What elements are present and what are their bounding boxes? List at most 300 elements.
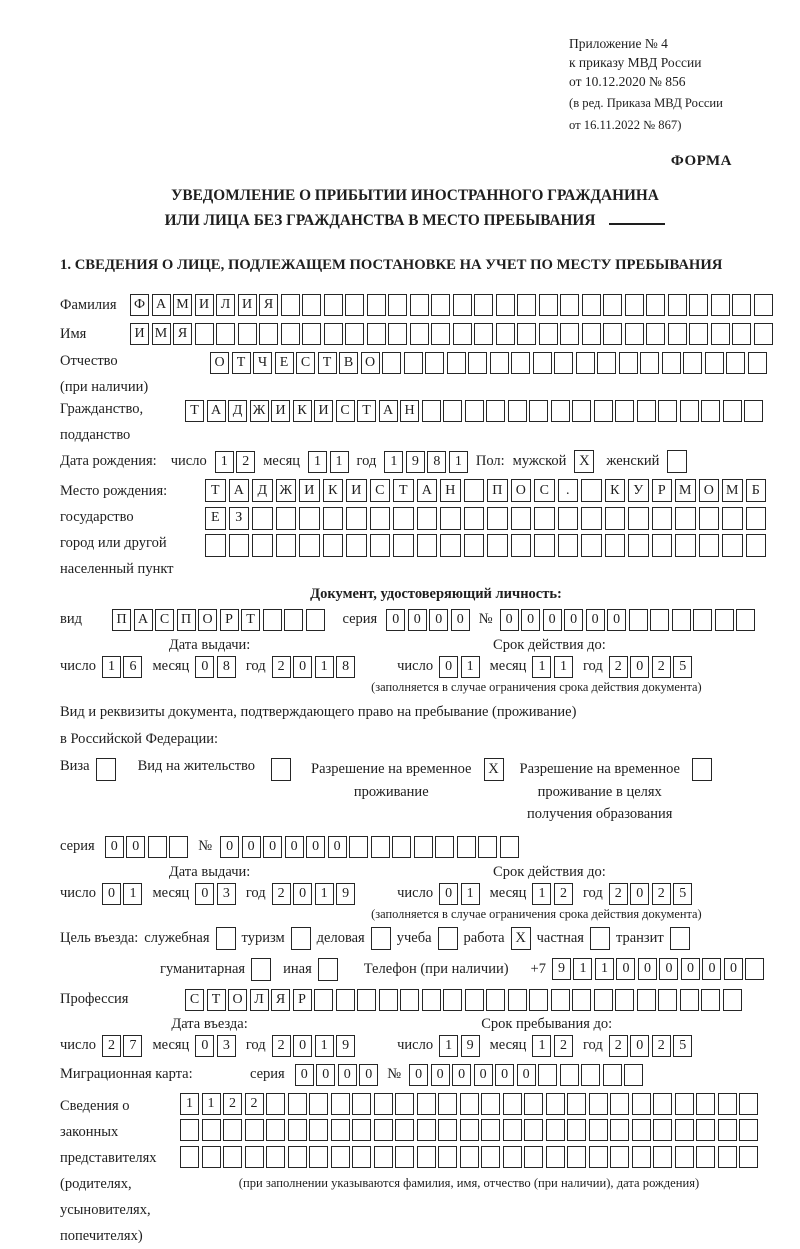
char-cell[interactable]: 0 [630, 883, 649, 905]
char-cell[interactable] [696, 1119, 715, 1141]
char-cell[interactable] [478, 836, 497, 858]
char-cell[interactable]: 1 [554, 656, 573, 678]
visa-checkbox[interactable] [96, 758, 116, 781]
char-cell[interactable]: 1 [102, 656, 121, 678]
char-cell[interactable]: 2 [236, 451, 255, 473]
sex-male-checkbox[interactable]: X [574, 450, 594, 473]
char-cell[interactable] [299, 534, 320, 557]
char-cell[interactable]: 0 [316, 1064, 335, 1086]
char-cell[interactable] [718, 1146, 737, 1168]
char-cell[interactable] [238, 323, 257, 345]
char-cell[interactable] [438, 1146, 457, 1168]
char-cell[interactable]: 9 [336, 1035, 355, 1057]
char-cell[interactable]: Т [357, 400, 376, 422]
char-cell[interactable]: 0 [285, 836, 304, 858]
char-cell[interactable] [288, 1093, 307, 1115]
purpose-humanitarian-checkbox[interactable] [251, 958, 271, 981]
char-cell[interactable] [632, 1093, 651, 1115]
char-cell[interactable] [567, 1119, 586, 1141]
char-cell[interactable] [650, 609, 669, 631]
char-cell[interactable] [306, 609, 325, 631]
char-cell[interactable]: О [210, 352, 229, 374]
char-cell[interactable]: Н [400, 400, 419, 422]
char-cell[interactable] [739, 1093, 758, 1115]
char-cell[interactable]: 7 [123, 1035, 142, 1057]
char-cell[interactable] [675, 1146, 694, 1168]
char-cell[interactable]: 1 [449, 451, 468, 473]
char-cell[interactable] [524, 1093, 543, 1115]
purpose-work-checkbox[interactable]: X [511, 927, 531, 950]
char-cell[interactable] [288, 1119, 307, 1141]
char-cell[interactable] [331, 1146, 350, 1168]
char-cell[interactable]: 0 [439, 656, 458, 678]
char-cell[interactable] [443, 400, 462, 422]
char-cell[interactable] [263, 609, 282, 631]
char-cell[interactable]: О [361, 352, 380, 374]
char-cell[interactable] [202, 1146, 221, 1168]
char-cell[interactable]: С [296, 352, 315, 374]
char-cell[interactable]: 0 [616, 958, 635, 980]
char-cell[interactable]: 2 [609, 883, 628, 905]
char-cell[interactable]: 2 [609, 1035, 628, 1057]
char-cell[interactable]: Я [271, 989, 290, 1011]
char-cell[interactable] [508, 400, 527, 422]
char-cell[interactable] [464, 507, 485, 530]
char-cell[interactable]: И [238, 294, 257, 316]
char-cell[interactable] [323, 534, 344, 557]
char-cell[interactable]: Я [259, 294, 278, 316]
char-cell[interactable] [560, 294, 579, 316]
char-cell[interactable]: 2 [554, 883, 573, 905]
char-cell[interactable] [465, 400, 484, 422]
char-cell[interactable] [746, 507, 767, 530]
char-cell[interactable] [625, 294, 644, 316]
char-cell[interactable]: 2 [102, 1035, 121, 1057]
char-cell[interactable] [699, 534, 720, 557]
char-cell[interactable] [534, 507, 555, 530]
char-cell[interactable]: 1 [315, 883, 334, 905]
char-cell[interactable]: Т [207, 989, 226, 1011]
char-cell[interactable]: 0 [702, 958, 721, 980]
char-cell[interactable] [662, 352, 681, 374]
char-cell[interactable] [503, 1093, 522, 1115]
char-cell[interactable] [605, 507, 626, 530]
char-cell[interactable] [465, 989, 484, 1011]
char-cell[interactable] [524, 1119, 543, 1141]
char-cell[interactable]: 0 [293, 883, 312, 905]
char-cell[interactable] [490, 352, 509, 374]
char-cell[interactable] [374, 1093, 393, 1115]
char-cell[interactable] [551, 989, 570, 1011]
char-cell[interactable] [284, 609, 303, 631]
char-cell[interactable]: 5 [673, 883, 692, 905]
char-cell[interactable]: 2 [272, 1035, 291, 1057]
char-cell[interactable]: 1 [180, 1093, 199, 1115]
char-cell[interactable] [382, 352, 401, 374]
char-cell[interactable] [668, 323, 687, 345]
char-cell[interactable] [503, 1146, 522, 1168]
char-cell[interactable] [696, 1093, 715, 1115]
char-cell[interactable] [487, 507, 508, 530]
char-cell[interactable] [352, 1093, 371, 1115]
char-cell[interactable] [481, 1093, 500, 1115]
char-cell[interactable] [511, 507, 532, 530]
char-cell[interactable]: 2 [223, 1093, 242, 1115]
char-cell[interactable] [336, 989, 355, 1011]
temp-residence-checkbox[interactable]: X [484, 758, 504, 781]
char-cell[interactable] [496, 294, 515, 316]
char-cell[interactable] [388, 323, 407, 345]
char-cell[interactable] [603, 323, 622, 345]
char-cell[interactable] [245, 1119, 264, 1141]
char-cell[interactable]: А [152, 294, 171, 316]
char-cell[interactable]: 0 [500, 609, 519, 631]
char-cell[interactable]: 0 [105, 836, 124, 858]
char-cell[interactable] [511, 534, 532, 557]
char-cell[interactable] [726, 352, 745, 374]
char-cell[interactable]: 0 [439, 883, 458, 905]
char-cell[interactable]: А [379, 400, 398, 422]
temp-residence-edu-checkbox[interactable] [692, 758, 712, 781]
char-cell[interactable]: Ж [250, 400, 269, 422]
char-cell[interactable] [689, 323, 708, 345]
char-cell[interactable] [560, 1064, 579, 1086]
char-cell[interactable]: 0 [195, 1035, 214, 1057]
char-cell[interactable] [486, 400, 505, 422]
char-cell[interactable]: А [134, 609, 153, 631]
char-cell[interactable] [457, 836, 476, 858]
char-cell[interactable] [404, 352, 423, 374]
char-cell[interactable] [582, 323, 601, 345]
char-cell[interactable] [259, 323, 278, 345]
char-cell[interactable]: А [207, 400, 226, 422]
char-cell[interactable] [460, 1093, 479, 1115]
char-cell[interactable]: 9 [552, 958, 571, 980]
char-cell[interactable] [619, 352, 638, 374]
char-cell[interactable] [653, 1119, 672, 1141]
char-cell[interactable] [180, 1146, 199, 1168]
char-cell[interactable] [615, 400, 634, 422]
char-cell[interactable] [699, 507, 720, 530]
char-cell[interactable] [281, 294, 300, 316]
char-cell[interactable]: 0 [607, 609, 626, 631]
char-cell[interactable] [511, 352, 530, 374]
char-cell[interactable]: 0 [543, 609, 562, 631]
char-cell[interactable] [567, 1146, 586, 1168]
char-cell[interactable]: С [155, 609, 174, 631]
char-cell[interactable] [640, 352, 659, 374]
char-cell[interactable]: 2 [609, 656, 628, 678]
char-cell[interactable]: О [228, 989, 247, 1011]
char-cell[interactable]: . [558, 479, 579, 502]
char-cell[interactable] [748, 352, 767, 374]
char-cell[interactable] [266, 1093, 285, 1115]
char-cell[interactable] [370, 507, 391, 530]
char-cell[interactable] [722, 534, 743, 557]
char-cell[interactable] [675, 1119, 694, 1141]
char-cell[interactable]: 8 [427, 451, 446, 473]
char-cell[interactable]: 0 [630, 1035, 649, 1057]
char-cell[interactable] [589, 1093, 608, 1115]
char-cell[interactable] [425, 352, 444, 374]
char-cell[interactable] [474, 323, 493, 345]
char-cell[interactable]: Н [440, 479, 461, 502]
char-cell[interactable] [460, 1119, 479, 1141]
char-cell[interactable] [632, 1119, 651, 1141]
char-cell[interactable] [266, 1119, 285, 1141]
char-cell[interactable]: 2 [554, 1035, 573, 1057]
char-cell[interactable]: 1 [123, 883, 142, 905]
char-cell[interactable] [711, 294, 730, 316]
sex-female-checkbox[interactable] [667, 450, 687, 473]
char-cell[interactable] [653, 1146, 672, 1168]
char-cell[interactable] [754, 323, 773, 345]
char-cell[interactable] [486, 989, 505, 1011]
char-cell[interactable] [567, 1093, 586, 1115]
char-cell[interactable]: 0 [338, 1064, 357, 1086]
char-cell[interactable] [481, 1146, 500, 1168]
char-cell[interactable]: 1 [315, 1035, 334, 1057]
char-cell[interactable] [400, 989, 419, 1011]
char-cell[interactable] [395, 1093, 414, 1115]
char-cell[interactable]: С [534, 479, 555, 502]
char-cell[interactable] [508, 989, 527, 1011]
char-cell[interactable] [715, 609, 734, 631]
char-cell[interactable]: 3 [217, 1035, 236, 1057]
char-cell[interactable]: Я [173, 323, 192, 345]
char-cell[interactable] [723, 400, 742, 422]
char-cell[interactable] [392, 836, 411, 858]
char-cell[interactable] [653, 1093, 672, 1115]
char-cell[interactable] [680, 400, 699, 422]
char-cell[interactable]: И [314, 400, 333, 422]
char-cell[interactable] [323, 507, 344, 530]
char-cell[interactable] [276, 534, 297, 557]
char-cell[interactable]: О [511, 479, 532, 502]
char-cell[interactable]: 0 [359, 1064, 378, 1086]
char-cell[interactable] [216, 323, 235, 345]
char-cell[interactable] [417, 1093, 436, 1115]
char-cell[interactable] [503, 1119, 522, 1141]
char-cell[interactable]: 0 [295, 1064, 314, 1086]
char-cell[interactable]: 0 [495, 1064, 514, 1086]
char-cell[interactable] [357, 989, 376, 1011]
char-cell[interactable] [628, 534, 649, 557]
char-cell[interactable] [629, 609, 648, 631]
char-cell[interactable]: 0 [195, 656, 214, 678]
char-cell[interactable] [324, 323, 343, 345]
char-cell[interactable]: Д [228, 400, 247, 422]
char-cell[interactable] [658, 989, 677, 1011]
char-cell[interactable]: 0 [638, 958, 657, 980]
char-cell[interactable] [610, 1146, 629, 1168]
char-cell[interactable]: 1 [573, 958, 592, 980]
char-cell[interactable]: 0 [724, 958, 743, 980]
char-cell[interactable] [546, 1093, 565, 1115]
char-cell[interactable]: 8 [336, 656, 355, 678]
char-cell[interactable] [558, 534, 579, 557]
char-cell[interactable] [718, 1093, 737, 1115]
char-cell[interactable]: 2 [272, 656, 291, 678]
char-cell[interactable]: 1 [202, 1093, 221, 1115]
char-cell[interactable] [539, 294, 558, 316]
char-cell[interactable] [632, 1146, 651, 1168]
char-cell[interactable] [422, 989, 441, 1011]
char-cell[interactable] [705, 352, 724, 374]
char-cell[interactable] [309, 1146, 328, 1168]
char-cell[interactable]: О [198, 609, 217, 631]
char-cell[interactable] [646, 323, 665, 345]
char-cell[interactable] [229, 534, 250, 557]
char-cell[interactable] [736, 609, 755, 631]
char-cell[interactable]: У [628, 479, 649, 502]
char-cell[interactable] [481, 1119, 500, 1141]
char-cell[interactable]: 0 [517, 1064, 536, 1086]
char-cell[interactable] [628, 507, 649, 530]
char-cell[interactable] [560, 323, 579, 345]
char-cell[interactable]: 0 [409, 1064, 428, 1086]
char-cell[interactable] [594, 400, 613, 422]
char-cell[interactable] [374, 1146, 393, 1168]
char-cell[interactable]: А [417, 479, 438, 502]
char-cell[interactable]: Т [318, 352, 337, 374]
char-cell[interactable]: 0 [630, 656, 649, 678]
char-cell[interactable]: М [675, 479, 696, 502]
char-cell[interactable] [395, 1146, 414, 1168]
char-cell[interactable]: 0 [263, 836, 282, 858]
char-cell[interactable] [309, 1119, 328, 1141]
char-cell[interactable] [723, 989, 742, 1011]
char-cell[interactable] [202, 1119, 221, 1141]
char-cell[interactable]: 0 [306, 836, 325, 858]
char-cell[interactable] [352, 1146, 371, 1168]
char-cell[interactable] [460, 1146, 479, 1168]
char-cell[interactable] [443, 989, 462, 1011]
char-cell[interactable]: 0 [408, 609, 427, 631]
char-cell[interactable] [417, 1146, 436, 1168]
char-cell[interactable] [395, 1119, 414, 1141]
char-cell[interactable]: 2 [245, 1093, 264, 1115]
char-cell[interactable]: П [487, 479, 508, 502]
char-cell[interactable]: 3 [217, 883, 236, 905]
char-cell[interactable]: 5 [673, 656, 692, 678]
char-cell[interactable] [637, 989, 656, 1011]
char-cell[interactable] [533, 352, 552, 374]
char-cell[interactable]: Д [252, 479, 273, 502]
char-cell[interactable] [624, 1064, 643, 1086]
char-cell[interactable] [637, 400, 656, 422]
char-cell[interactable] [468, 352, 487, 374]
char-cell[interactable] [605, 534, 626, 557]
char-cell[interactable] [464, 479, 485, 502]
char-cell[interactable]: 5 [673, 1035, 692, 1057]
purpose-private-checkbox[interactable] [590, 927, 610, 950]
char-cell[interactable] [205, 534, 226, 557]
char-cell[interactable]: 1 [215, 451, 234, 473]
char-cell[interactable]: 1 [461, 656, 480, 678]
char-cell[interactable] [625, 323, 644, 345]
char-cell[interactable]: Т [393, 479, 414, 502]
char-cell[interactable] [594, 989, 613, 1011]
char-cell[interactable] [464, 534, 485, 557]
char-cell[interactable]: М [152, 323, 171, 345]
char-cell[interactable] [302, 323, 321, 345]
char-cell[interactable] [345, 294, 364, 316]
char-cell[interactable]: 1 [461, 883, 480, 905]
char-cell[interactable] [370, 534, 391, 557]
char-cell[interactable]: 1 [532, 1035, 551, 1057]
char-cell[interactable] [440, 534, 461, 557]
char-cell[interactable] [417, 534, 438, 557]
char-cell[interactable] [223, 1146, 242, 1168]
char-cell[interactable] [658, 400, 677, 422]
purpose-study-checkbox[interactable] [438, 927, 458, 950]
char-cell[interactable] [324, 294, 343, 316]
char-cell[interactable] [546, 1146, 565, 1168]
char-cell[interactable]: 9 [406, 451, 425, 473]
char-cell[interactable]: 0 [102, 883, 121, 905]
purpose-business-checkbox[interactable] [371, 927, 391, 950]
char-cell[interactable] [331, 1119, 350, 1141]
char-cell[interactable]: О [699, 479, 720, 502]
char-cell[interactable] [371, 836, 390, 858]
char-cell[interactable]: 1 [532, 656, 551, 678]
char-cell[interactable]: С [336, 400, 355, 422]
char-cell[interactable]: Ч [253, 352, 272, 374]
char-cell[interactable]: 2 [652, 883, 671, 905]
char-cell[interactable]: И [195, 294, 214, 316]
char-cell[interactable]: 9 [336, 883, 355, 905]
char-cell[interactable]: Е [275, 352, 294, 374]
char-cell[interactable]: 1 [595, 958, 614, 980]
char-cell[interactable] [581, 534, 602, 557]
purpose-transit-checkbox[interactable] [670, 927, 690, 950]
char-cell[interactable] [689, 294, 708, 316]
char-cell[interactable]: С [370, 479, 391, 502]
char-cell[interactable] [610, 1093, 629, 1115]
char-cell[interactable] [517, 323, 536, 345]
char-cell[interactable] [252, 507, 273, 530]
char-cell[interactable]: К [293, 400, 312, 422]
char-cell[interactable]: Т [241, 609, 260, 631]
char-cell[interactable] [538, 1064, 557, 1086]
char-cell[interactable]: 0 [293, 656, 312, 678]
char-cell[interactable] [474, 294, 493, 316]
char-cell[interactable] [582, 294, 601, 316]
char-cell[interactable] [435, 836, 454, 858]
char-cell[interactable] [693, 609, 712, 631]
char-cell[interactable] [487, 534, 508, 557]
char-cell[interactable]: 8 [217, 656, 236, 678]
char-cell[interactable] [675, 507, 696, 530]
char-cell[interactable] [302, 294, 321, 316]
char-cell[interactable] [675, 1093, 694, 1115]
char-cell[interactable]: Б [746, 479, 767, 502]
char-cell[interactable] [331, 1093, 350, 1115]
residence-permit-checkbox[interactable] [271, 758, 291, 781]
char-cell[interactable] [440, 507, 461, 530]
char-cell[interactable]: 0 [521, 609, 540, 631]
char-cell[interactable]: Ж [276, 479, 297, 502]
char-cell[interactable]: 2 [652, 1035, 671, 1057]
char-cell[interactable] [754, 294, 773, 316]
char-cell[interactable] [701, 989, 720, 1011]
char-cell[interactable] [414, 836, 433, 858]
char-cell[interactable] [431, 294, 450, 316]
char-cell[interactable]: П [112, 609, 131, 631]
char-cell[interactable] [453, 294, 472, 316]
char-cell[interactable]: М [722, 479, 743, 502]
